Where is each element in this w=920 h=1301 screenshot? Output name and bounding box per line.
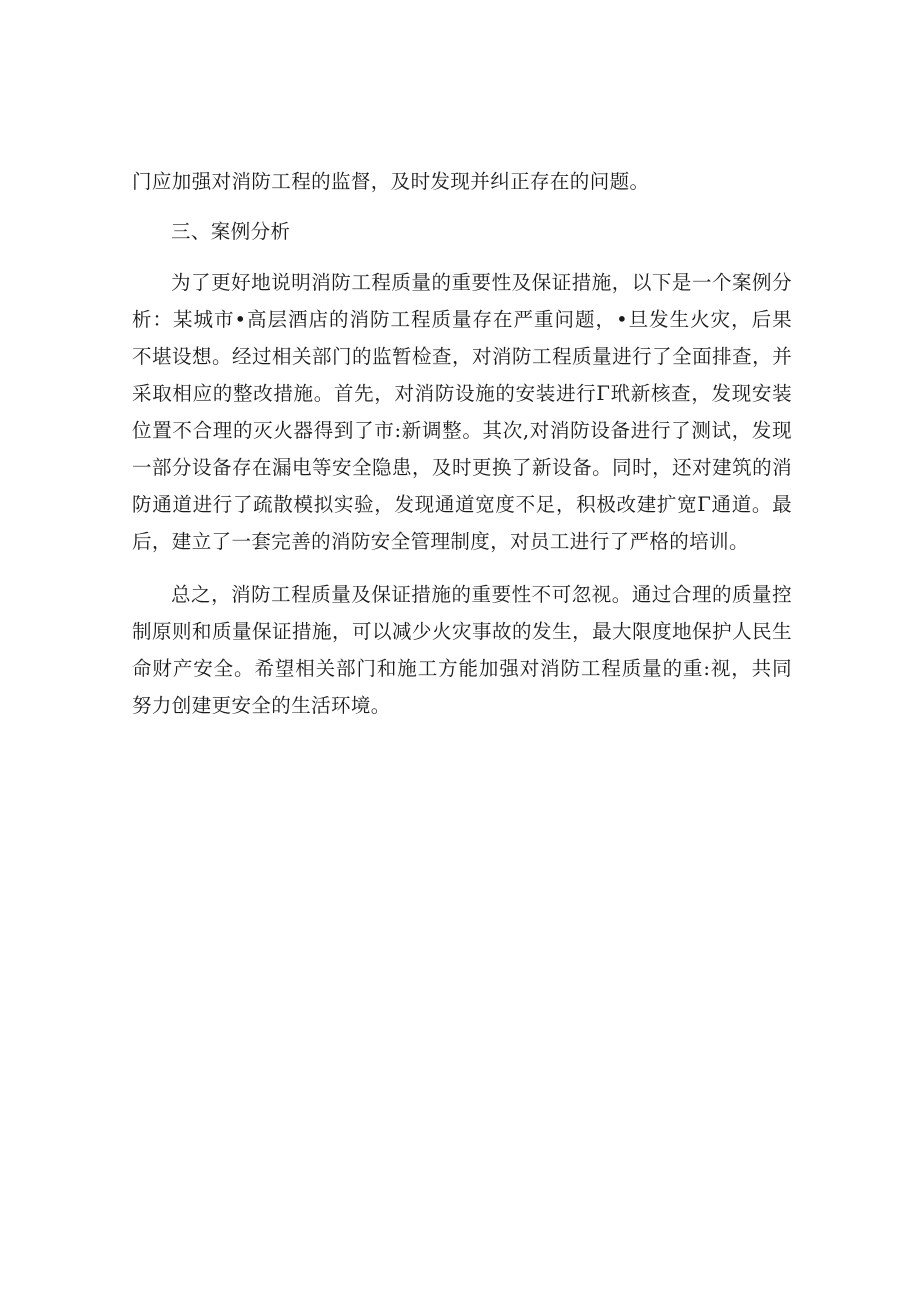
case-analysis-paragraph: 为了更好地说明消防工程质量的重要性及保证措施，以下是一个案例分析：某城市•高层酒店的消防工程质量存在严重问题，•旦发生火灾，后果不堪设想。经过相关部门的监暂检查，对消防工程质量进行了全面排查，并采取相应的整改措施。首先，对消防设施的安装进行Γ玳新核查，发现安装位置不合理的灭火器得到了市:新调整。其次,对消防设备进行了测试，发现一部分设备存在漏电等安全隐患，及时更换了新设备。同时，还对建筑的消防通道进行了疏散模拟实验，发现通道宽度不足，积极改建扩宽Γ通道。最后，建立了一套完善的消防安全管理制度，对员工进行了严格的培训。 <box>132 271 792 553</box>
conclusion-paragraph: 总之，消防工程质量及保证措施的重要性不可忽视。通过合理的质量控制原则和质量保证措施，可以减少火灾事故的发生，最大限度地保护人民生命财产安全。希望相关部门和施工方能加强对消防工程质量的重:视，共同努力创建更安全的生活环境。 <box>132 583 792 717</box>
document-body <box>132 163 792 724</box>
continuation-paragraph: 门应加强对消防工程的监督，及时发现并纠正存在的问题。 <box>132 170 650 193</box>
section-heading: 三、案例分析 <box>171 220 291 243</box>
